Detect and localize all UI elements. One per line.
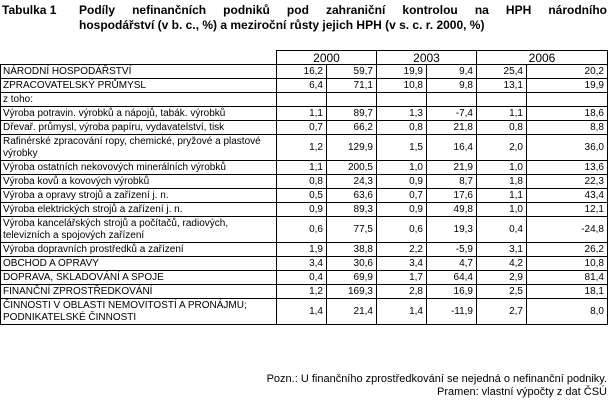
cell-value: 0,9 [277, 203, 327, 217]
row-label: ČINNOSTI V OBLASTI NEMOVITOSTÍ A PRONÁJMU; PODNIKATELSKÉ ČINNOSTI [1, 299, 277, 325]
cell-value: 13,1 [477, 79, 527, 93]
row-label: Rafinérské zpracování ropy, chemické, pryžové a plastové výrobky [1, 135, 277, 161]
year-header: 2006 [477, 51, 608, 65]
cell-value: 19,9 [527, 79, 608, 93]
row-label: Výroba potravin. výrobků a nápojů, tabák. výrobků [1, 107, 277, 121]
row-label: Výroba kovů a kovových výrobků [1, 175, 277, 189]
cell-value: 200,5 [327, 161, 377, 175]
cell-value: 81,4 [527, 271, 608, 285]
table-row [1, 257, 608, 271]
cell-value: 0,7 [277, 121, 327, 135]
cell-value: 21,4 [327, 299, 377, 325]
cell-value: 43,4 [527, 189, 608, 203]
cell-value [327, 93, 377, 107]
row-label: Výroba a opravy strojů a zařízení j. n. [1, 189, 277, 203]
cell-value: 1,0 [477, 161, 527, 175]
cell-value: 1,4 [277, 299, 327, 325]
cell-value: 89,3 [327, 203, 377, 217]
cell-value: 0,4 [477, 217, 527, 243]
cell-value: 6,4 [277, 79, 327, 93]
row-label: Výroba kancelářských strojů a počítačů, radiových, televizních a spojových zařízení [1, 217, 277, 243]
cell-value: -5,9 [427, 243, 477, 257]
cell-value: 1,2 [277, 285, 327, 299]
cell-value [377, 93, 427, 107]
cell-value: 66,2 [327, 121, 377, 135]
cell-value: 1,1 [277, 107, 327, 121]
row-label: Výroba elektrických strojů a zařízení j. n. [1, 203, 277, 217]
cell-value [477, 93, 527, 107]
table-label: Tabulka 1 [2, 3, 57, 17]
cell-value: 21,8 [427, 121, 477, 135]
year-header: 2003 [377, 51, 477, 65]
cell-value: 2,7 [477, 299, 527, 325]
table-row [1, 299, 608, 325]
cell-value: 64,4 [427, 271, 477, 285]
cell-value: 13,6 [527, 161, 608, 175]
cell-value: 0,9 [377, 175, 427, 189]
cell-value: 1,0 [477, 203, 527, 217]
year-header: 2000 [277, 51, 377, 65]
cell-value: 18,6 [527, 107, 608, 121]
cell-value: 26,2 [527, 243, 608, 257]
year-header-row [1, 51, 608, 65]
cell-value: 71,1 [327, 79, 377, 93]
cell-value: 1,1 [477, 107, 527, 121]
row-label: NÁRODNÍ HOSPODÁŘSTVÍ [1, 65, 277, 79]
row-label: Výroba dopravních prostředků a zařízení [1, 243, 277, 257]
row-label: z toho: [1, 93, 277, 107]
cell-value: 2,9 [477, 271, 527, 285]
cell-value: -24,8 [527, 217, 608, 243]
cell-value: -11,9 [427, 299, 477, 325]
cell-value [527, 93, 608, 107]
cell-value: 17,6 [427, 189, 477, 203]
table-header [0, 0, 611, 40]
cell-value: 4,7 [427, 257, 477, 271]
title-line-1: Podíly nefinančních podniků pod zahraniční kontrolou na HPH národního [79, 3, 607, 17]
cell-value: 2,5 [477, 285, 527, 299]
cell-value: 0,7 [377, 189, 427, 203]
cell-value: 22,3 [527, 175, 608, 189]
cell-value: 10,8 [377, 79, 427, 93]
cell-value: 49,8 [427, 203, 477, 217]
cell-value: 18,1 [527, 285, 608, 299]
cell-value: 36,0 [527, 135, 608, 161]
cell-value: 129,9 [327, 135, 377, 161]
cell-value: 0,8 [377, 121, 427, 135]
cell-value: 69,9 [327, 271, 377, 285]
table-row [1, 285, 608, 299]
row-label: Výroba ostatních nekovových minerálních výrobků [1, 161, 277, 175]
cell-value: 0,8 [277, 175, 327, 189]
table-row [1, 217, 608, 243]
cell-value: 16,2 [277, 65, 327, 79]
cell-value: 0,6 [377, 217, 427, 243]
row-label: DOPRAVA, SKLADOVÁNÍ A SPOJE [1, 271, 277, 285]
table-footer [0, 373, 607, 399]
cell-value: 9,8 [427, 79, 477, 93]
table-row [1, 135, 608, 161]
cell-value: 20,2 [527, 65, 608, 79]
cell-value: 169,3 [327, 285, 377, 299]
row-label: FINANČNÍ ZPROSTŘEDKOVÁNÍ [1, 285, 277, 299]
cell-value: 16,4 [427, 135, 477, 161]
cell-value [427, 93, 477, 107]
row-label: Dřevař. průmysl, výroba papíru, vydavatelství, tisk [1, 121, 277, 135]
cell-value: 1,2 [277, 135, 327, 161]
cell-value: 3,1 [477, 243, 527, 257]
cell-value: 25,4 [477, 65, 527, 79]
cell-value: 8,0 [527, 299, 608, 325]
cell-value: 16,9 [427, 285, 477, 299]
cell-value: 77,5 [327, 217, 377, 243]
cell-value: 3,4 [277, 257, 327, 271]
table-row [1, 175, 608, 189]
cell-value: 1,7 [377, 271, 427, 285]
cell-value: 19,3 [427, 217, 477, 243]
cell-value: 59,7 [327, 65, 377, 79]
table-row [1, 107, 608, 121]
year-header-blank [1, 51, 277, 65]
cell-value: 21,9 [427, 161, 477, 175]
table-row [1, 243, 608, 257]
cell-value: 2,0 [477, 135, 527, 161]
cell-value: 10,8 [527, 257, 608, 271]
table-row [1, 65, 608, 79]
cell-value: 1,1 [277, 161, 327, 175]
cell-value: 2,8 [377, 285, 427, 299]
cell-value: 89,7 [327, 107, 377, 121]
table-row [1, 203, 608, 217]
table-row [1, 79, 608, 93]
cell-value: 0,4 [277, 271, 327, 285]
cell-value: -7,4 [427, 107, 477, 121]
cell-value: 1,1 [477, 189, 527, 203]
source-note: Pramen: vlastní výpočty z dat ČSÚ [437, 386, 607, 398]
table-row [1, 161, 608, 175]
cell-value: 1,5 [377, 135, 427, 161]
cell-value: 4,2 [477, 257, 527, 271]
cell-value: 1,9 [277, 243, 327, 257]
cell-value: 0,6 [277, 217, 327, 243]
cell-value: 1,0 [377, 161, 427, 175]
cell-value: 1,4 [377, 299, 427, 325]
cell-value: 24,3 [327, 175, 377, 189]
cell-value: 1,3 [377, 107, 427, 121]
cell-value: 0,9 [377, 203, 427, 217]
cell-value: 3,4 [377, 257, 427, 271]
table-row [1, 93, 608, 107]
data-table [0, 50, 608, 325]
row-label: OBCHOD A OPRAVY [1, 257, 277, 271]
row-label: ZPRACOVATELSKÝ PRŮMYSL [1, 79, 277, 93]
cell-value [277, 93, 327, 107]
cell-value: 8,8 [527, 121, 608, 135]
cell-value: 9,4 [427, 65, 477, 79]
cell-value: 1,8 [477, 175, 527, 189]
footnote: Pozn.: U finančního zprostředkování se nejedná o nefinanční podniky. [266, 373, 607, 385]
cell-value: 12,1 [527, 203, 608, 217]
table-row [1, 121, 608, 135]
table-row [1, 189, 608, 203]
cell-value: 38,8 [327, 243, 377, 257]
cell-value: 0,5 [277, 189, 327, 203]
table-row [1, 271, 608, 285]
cell-value: 30,6 [327, 257, 377, 271]
cell-value: 8,7 [427, 175, 477, 189]
cell-value: 19,9 [377, 65, 427, 79]
cell-value: 2,2 [377, 243, 427, 257]
table-title [79, 3, 607, 33]
cell-value: 63,6 [327, 189, 377, 203]
title-line-2: hospodářství (v b. c., %) a meziroční růsty jejich HPH (v s. c. r. 2000, %) [79, 18, 485, 32]
cell-value: 0,8 [477, 121, 527, 135]
